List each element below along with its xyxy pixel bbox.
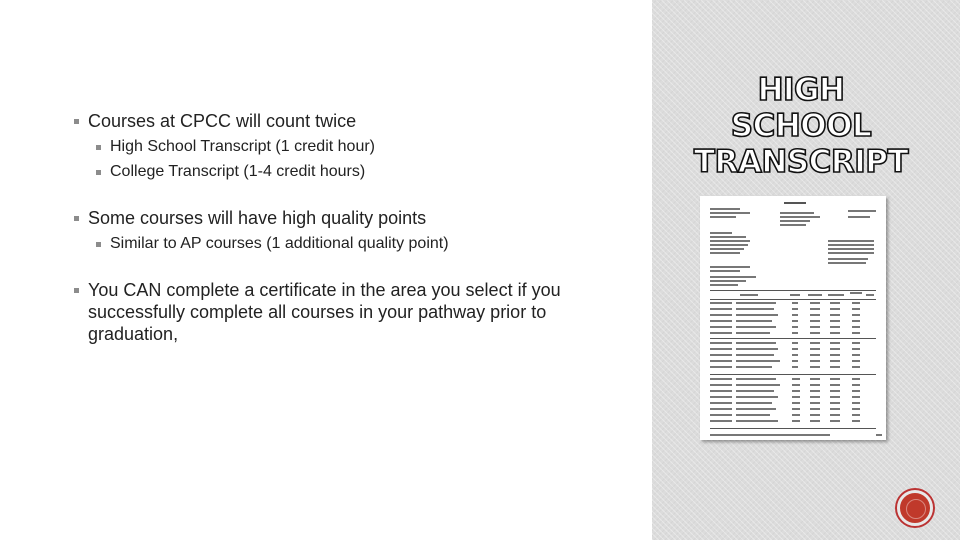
transcript-line [792,302,798,304]
transcript-line [866,294,874,296]
transcript-line [736,378,776,380]
transcript-line [830,326,840,328]
transcript-line [852,348,860,350]
transcript-line [736,396,778,398]
transcript-line [710,378,732,380]
transcript-line [852,378,860,380]
transcript-line [780,212,814,214]
transcript-line [710,348,732,350]
transcript-line [710,244,748,246]
transcript-line [792,402,800,404]
transcript-line [736,402,772,404]
transcript-line [810,366,820,368]
title-line-1: HIGH SCHOOL [730,72,872,144]
transcript-line [852,326,860,328]
transcript-line [792,320,798,322]
bullet-item [74,279,614,345]
transcript-line [830,420,840,422]
transcript-line [710,240,750,242]
transcript-line [710,354,732,356]
transcript-line [792,420,800,422]
transcript-line [810,408,820,410]
transcript-line [810,332,820,334]
sub-bullet-item [96,234,614,254]
transcript-line [828,244,874,246]
transcript-line [710,252,740,254]
transcript-line [792,378,800,380]
transcript-line [736,408,776,410]
transcript-line [830,408,840,410]
transcript-line [810,320,820,322]
slide-title [686,72,936,180]
transcript-line [710,420,732,422]
transcript-line [852,360,860,362]
bullet-marker-icon [96,170,101,175]
transcript-line [852,314,860,316]
transcript-line [876,434,882,436]
transcript-line [736,420,778,422]
transcript-line [810,302,820,304]
transcript-line [830,402,840,404]
transcript-line [828,294,844,296]
transcript-line [736,320,772,322]
transcript-line [710,332,732,334]
transcript-line [736,308,774,310]
transcript-line [852,332,860,334]
transcript-line [710,342,732,344]
transcript-line [792,314,798,316]
transcript-line [810,378,820,380]
transcript-line [830,366,840,368]
bullet-marker-icon [96,242,101,247]
transcript-line [710,276,756,278]
bullet-content [74,110,614,370]
transcript-line [710,270,740,272]
bullet-text: Some courses will have high quality points [88,208,427,228]
sub-bullet-text: High School Transcript (1 credit hour) [110,138,375,155]
transcript-line [852,420,860,422]
transcript-line [828,262,866,264]
transcript-line [792,354,798,356]
transcript-rule [710,290,876,291]
transcript-line [852,308,860,310]
transcript-line [848,216,870,218]
sub-bullet-item [96,137,614,157]
bullet-marker-icon [96,145,101,150]
transcript-line [736,384,780,386]
transcript-line [740,294,758,296]
transcript-line [830,360,840,362]
transcript-line [852,342,860,344]
bullet-group-3 [74,279,614,345]
transcript-line [736,326,776,328]
title-line-2: TRANSCRIPT [693,144,909,180]
sub-bullet-item [96,162,614,182]
transcript-line [808,294,822,296]
transcript-line [710,402,732,404]
transcript-line [792,366,798,368]
bullet-item [74,110,614,132]
transcript-line [852,354,860,356]
transcript-line [736,348,778,350]
transcript-line [850,292,862,294]
transcript-line [830,320,840,322]
transcript-line [792,384,800,386]
transcript-line [736,314,778,316]
bullet-group-1 [74,110,614,182]
transcript-line [810,402,820,404]
transcript-line [780,216,820,218]
transcript-line [710,208,740,210]
transcript-line [810,420,820,422]
transcript-line [710,266,750,268]
transcript-line [810,342,820,344]
transcript-line [792,390,800,392]
transcript-line [810,348,820,350]
transcript-line [792,348,798,350]
transcript-line [852,302,860,304]
transcript-line [810,354,820,356]
transcript-line [828,252,874,254]
transcript-line [792,332,798,334]
transcript-line [736,302,776,304]
transcript-line [830,308,840,310]
transcript-line [736,390,774,392]
transcript-line [848,210,876,212]
transcript-line [736,332,770,334]
transcript-line [790,294,800,296]
transcript-line [736,366,772,368]
transcript-rule [710,299,876,300]
transcript-line [830,414,840,416]
circle-logo-icon [897,490,933,526]
bullet-marker-icon [74,288,79,293]
transcript-line [710,396,732,398]
transcript-image [700,196,886,440]
transcript-line [780,220,810,222]
transcript-line [792,396,800,398]
bullet-text: You CAN complete a certificate in the area you select if you successfully complete all courses in your pathway prior to graduation, [88,280,561,344]
transcript-line [810,308,820,310]
transcript-line [830,332,840,334]
transcript-line [792,408,800,410]
transcript-line [710,408,732,410]
transcript-line [736,342,776,344]
sub-bullet-text: Similar to AP courses (1 additional quality point) [110,235,449,252]
transcript-line [852,320,860,322]
transcript-line [710,434,830,436]
transcript-line [710,308,732,310]
bullet-marker-icon [74,119,79,124]
transcript-line [710,302,732,304]
transcript-line [828,240,874,242]
transcript-line [830,342,840,344]
transcript-line [852,408,860,410]
transcript-line [830,390,840,392]
transcript-line [792,360,798,362]
transcript-line [792,414,800,416]
transcript-line [830,314,840,316]
transcript-line [830,396,840,398]
transcript-line [830,384,840,386]
transcript-line [830,378,840,380]
transcript-line [852,384,860,386]
transcript-line [810,314,820,316]
sub-bullet-text: College Transcript (1-4 credit hours) [110,163,366,180]
transcript-line [830,302,840,304]
transcript-line [710,236,746,238]
transcript-line [710,414,732,416]
transcript-line [710,384,732,386]
transcript-line [710,216,736,218]
transcript-line [710,314,732,316]
transcript-line [710,212,750,214]
transcript-line [810,326,820,328]
transcript-line [852,366,860,368]
transcript-line [780,224,806,226]
transcript-line [710,326,732,328]
transcript-line [810,396,820,398]
transcript-line [710,320,732,322]
transcript-line [710,284,738,286]
transcript-line [792,342,798,344]
transcript-rule [710,374,876,375]
transcript-line [736,360,780,362]
transcript-line [810,390,820,392]
transcript-line [830,348,840,350]
transcript-line [852,396,860,398]
transcript-line [852,390,860,392]
transcript-line [830,354,840,356]
transcript-line [792,308,798,310]
transcript-line [828,258,868,260]
transcript-rule [710,428,876,429]
bullet-item [74,207,614,229]
transcript-line [810,414,820,416]
transcript-line [810,360,820,362]
transcript-line [710,360,732,362]
transcript-line [852,414,860,416]
transcript-rule [710,338,876,339]
transcript-line [828,248,874,250]
transcript-line [810,384,820,386]
transcript-line [852,402,860,404]
transcript-line [736,414,770,416]
bullet-group-2 [74,207,614,254]
transcript-line [710,248,744,250]
transcript-line [792,326,798,328]
transcript-line [784,202,806,204]
transcript-line [710,390,732,392]
transcript-line [710,280,746,282]
transcript-line [710,366,732,368]
transcript-line [736,354,774,356]
bullet-marker-icon [74,216,79,221]
bullet-text: Courses at CPCC will count twice [88,111,357,131]
transcript-line [710,232,732,234]
